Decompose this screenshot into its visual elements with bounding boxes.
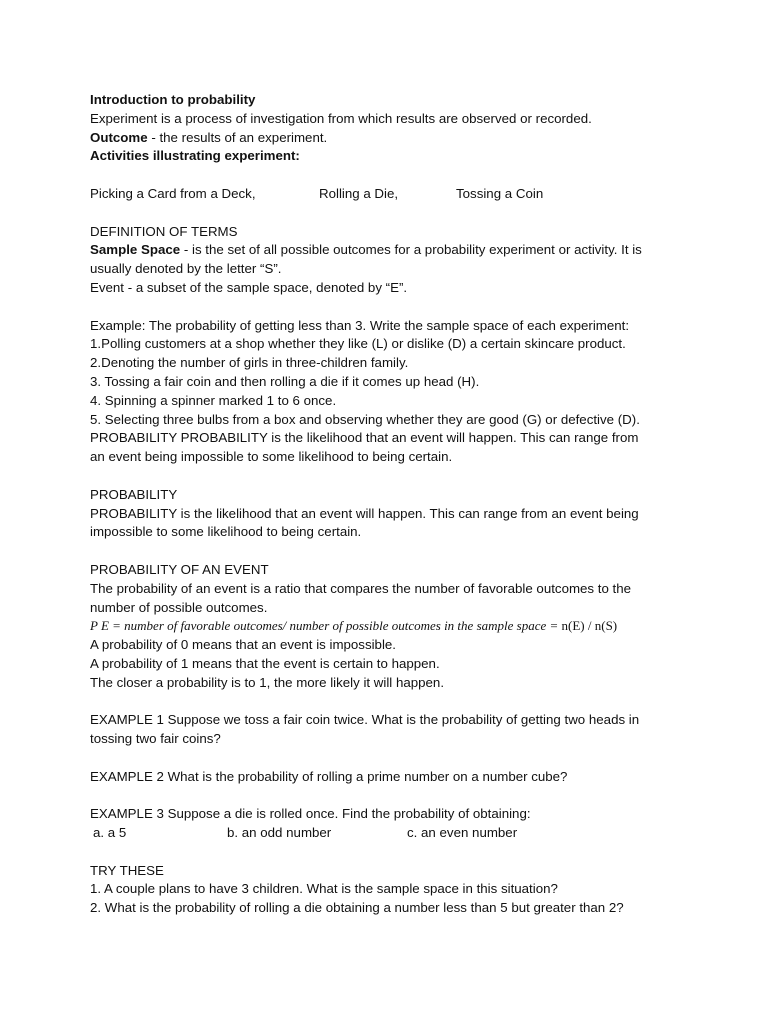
example-item: 2.Denoting the number of girls in three-children family. xyxy=(90,355,409,371)
option-c: c. an even number xyxy=(407,825,518,841)
probability-heading: PROBABILITY xyxy=(90,486,178,502)
probability-event-definition-cont: number of possible outcomes. xyxy=(90,599,268,615)
probability-definition: PROBABILITY is the likelihood that an event will happen. This can range from an event being xyxy=(90,505,639,521)
probability-definition-cont: impossible to some likelihood to being certain. xyxy=(90,524,362,540)
activities-list xyxy=(90,185,690,204)
probability-event-definition: The probability of an event is a ratio that compares the number of favorable outcomes to the xyxy=(90,580,632,596)
example-intro: Example: The probability of getting less than 3. Write the sample space of each experiment: xyxy=(90,317,630,333)
probability-formula xyxy=(90,617,690,636)
option-a: a. a 5 xyxy=(93,825,127,841)
formula-rhs: n(E) / n(S) xyxy=(561,618,618,634)
example-1-cont: tossing two fair coins? xyxy=(90,731,221,747)
sample-space-definition: Sample Space - is the set of all possible outcomes for a probability experiment or activity. It is xyxy=(90,242,642,258)
activity-coin: Tossing a Coin xyxy=(456,185,544,201)
formula-lhs: P E = number of favorable outcomes/ number of possible outcomes in the sample space = xyxy=(90,618,562,634)
try-these-item: 2. What is the probability of rolling a die obtaining a number less than 5 but greater than 2? xyxy=(90,900,624,916)
probability-intro-line: an event being impossible to some likelihood to being certain. xyxy=(90,449,453,465)
section-title-intro: Introduction to probability xyxy=(90,92,256,107)
example-2: EXAMPLE 2 What is the probability of rolling a prime number on a number cube? xyxy=(90,768,568,784)
sample-space-definition-cont: usually denoted by the letter “S”. xyxy=(90,261,282,277)
try-these-item: 1. A couple plans to have 3 children. What is the sample space in this situation? xyxy=(90,881,558,897)
probability-rule: A probability of 1 means that the event is certain to happen. xyxy=(90,655,440,671)
probability-intro-line: PROBABILITY PROBABILITY is the likelihood that an event will happen. This can range from xyxy=(90,430,639,446)
definitions-heading: DEFINITION OF TERMS xyxy=(90,223,238,239)
probability-rule: A probability of 0 means that an event is impossible. xyxy=(90,637,396,653)
document-body xyxy=(90,91,690,918)
experiment-definition: Experiment is a process of investigation from which results are observed or recorded. xyxy=(90,110,592,126)
example-3: EXAMPLE 3 Suppose a die is rolled once. Find the probability of obtaining: xyxy=(90,806,531,822)
probability-event-heading: PROBABILITY OF AN EVENT xyxy=(90,561,269,577)
example-item: 1.Polling customers at a shop whether they like (L) or dislike (D) a certain skincare product. xyxy=(90,336,626,352)
outcome-term: Outcome xyxy=(90,129,148,145)
sample-space-term: Sample Space xyxy=(90,242,181,258)
example-1: EXAMPLE 1 Suppose we toss a fair coin twice. What is the probability of getting two heads in xyxy=(90,712,640,728)
example-item: 3. Tossing a fair coin and then rolling a die if it comes up head (H). xyxy=(90,373,480,389)
example-3-options xyxy=(90,824,690,843)
outcome-definition xyxy=(90,129,690,148)
example-item: 5. Selecting three bulbs from a box and observing whether they are good (G) or defective (D). xyxy=(90,411,640,427)
probability-rule: The closer a probability is to 1, the more likely it will happen. xyxy=(90,674,445,690)
example-item: 4. Spinning a spinner marked 1 to 6 once. xyxy=(90,392,337,408)
outcome-text: - the results of an experiment. xyxy=(147,129,328,145)
event-definition: Event - a subset of the sample space, denoted by “E”. xyxy=(90,279,408,295)
activity-card: Picking a Card from a Deck, xyxy=(90,185,256,201)
activity-die: Rolling a Die, xyxy=(319,185,399,201)
try-these-heading: TRY THESE xyxy=(90,862,164,878)
activities-title: Activities illustrating experiment: xyxy=(90,148,300,164)
option-b: b. an odd number xyxy=(227,825,332,841)
